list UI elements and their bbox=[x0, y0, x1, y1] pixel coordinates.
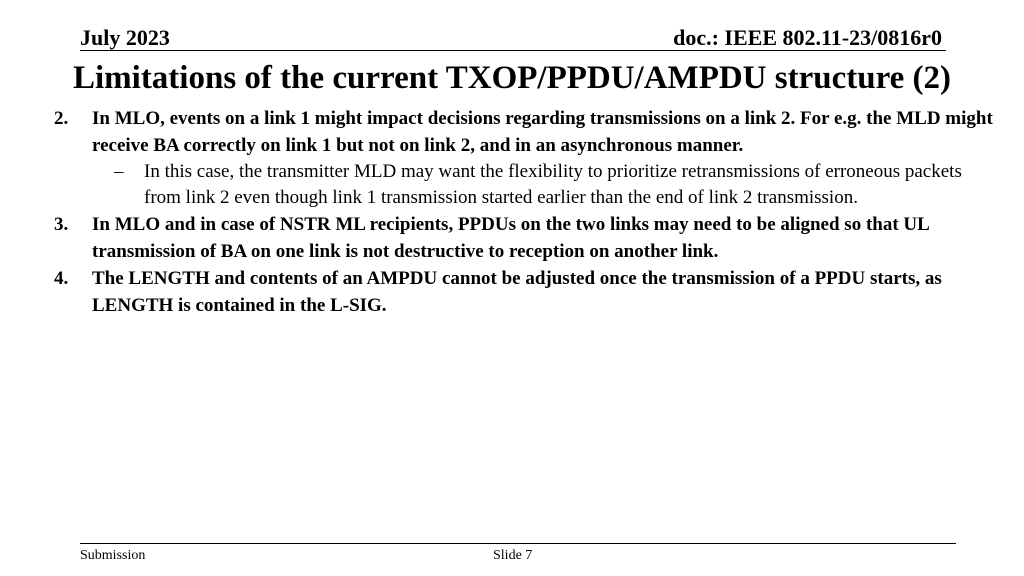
slide-body bbox=[48, 105, 998, 319]
list-item-4 bbox=[48, 265, 998, 319]
header-date: July 2023 bbox=[80, 25, 170, 50]
footer-submission: Submission bbox=[80, 548, 146, 563]
list-item-3 bbox=[48, 211, 998, 265]
header-divider bbox=[80, 50, 946, 51]
footer-slide-number: Slide 7 bbox=[493, 548, 533, 563]
list-text: In MLO, events on a link 1 might impact decisions regarding transmissions on a link 2. For e.g. the MLD might receive BA correctly on link 1 but not on link 2, and in an asynchronous manner. bbox=[92, 108, 993, 156]
list-text: In MLO and in case of NSTR ML recipients, PPDUs on the two links may need to be aligned so that UL transmission of BA on one link is not destructive to reception on another link. bbox=[92, 214, 929, 262]
dash-bullet: – bbox=[114, 161, 124, 182]
list-item-2 bbox=[48, 105, 998, 159]
sub-list-item bbox=[48, 159, 998, 211]
sub-list-text: In this case, the transmitter MLD may want the flexibility to prioritize retransmissions of erroneous packets from link 2 even though link 1 transmission started earlier than the end of link 2 transmission. bbox=[144, 161, 962, 208]
footer-divider bbox=[80, 543, 956, 544]
slide-title: Limitations of the current TXOP/PPDU/AMPDU structure (2) bbox=[72, 60, 952, 96]
header-doc-id: doc.: IEEE 802.11-23/0816r0 bbox=[673, 25, 942, 50]
list-number: 4. bbox=[54, 268, 69, 289]
list-number: 2. bbox=[54, 108, 69, 129]
list-number: 3. bbox=[54, 214, 69, 235]
list-text: The LENGTH and contents of an AMPDU cannot be adjusted once the transmission of a PPDU starts, as LENGTH is contained in the L-SIG. bbox=[92, 268, 942, 316]
